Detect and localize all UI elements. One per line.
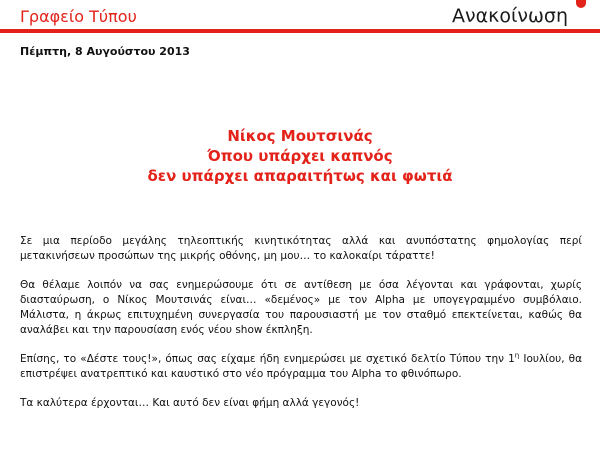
paragraph-4: Τα καλύτερα έρχονται… Και αυτό δεν είναι φήμη αλλά γεγονός! bbox=[20, 397, 360, 409]
article-body bbox=[20, 234, 582, 425]
logo-mark bbox=[576, 0, 586, 8]
paragraph-2: Θα θέλαμε λοιπόν να σας ενημερώσουμε ότι σε αντίθεση με όσα λέγονται και γράφονται, χωρίς διασταύρωση, ο Νίκος Μουτσινάς είναι… «δεμένος» με τον Alpha με υπογεγραμμένο συμβόλαιο. Μάλιστα, η άκρως επιτυχημένη συνεργασία του παρουσιαστή με τον σταθμό επεκτείνεται, καθώς θα αναλάβει και την παρουσίαση ενός νέου show έκπληξη. bbox=[20, 279, 582, 336]
press-office-label: Γραφείο Τύπου bbox=[20, 7, 137, 26]
ordinal-suffix: η bbox=[514, 351, 520, 360]
announcement-label: Ανακοίνωση bbox=[452, 5, 568, 27]
header-divider bbox=[0, 29, 600, 33]
headline-line-2: Όπου υπάρχει καπνός bbox=[207, 147, 393, 165]
paragraph-3-start: Επίσης, το «Δέστε τους!», όπως σας είχαμε ήδη ενημερώσει με σχετικό δελτίο Τύπου την 1 bbox=[20, 353, 515, 365]
headline-line-3: δεν υπάρχει απαραιτήτως και φωτιά bbox=[147, 167, 453, 185]
paragraph-3-end: Ιουλίου, θα επιστρέψει ανατρεπτικό και καυστικό στο νέο πρόγραμμα του Alpha το φθινόπωρο. bbox=[20, 353, 582, 380]
headline-line-1: Νίκος Μουτσινάς bbox=[227, 127, 373, 145]
paragraph-3 bbox=[20, 352, 582, 382]
paragraph-1: Σε μια περίοδο μεγάλης τηλεοπτικής κινητικότητας αλλά και ανυπόστατης φημολογίας περί μετακινήσεων προσώπων της μικρής οθόνης, μη μου… το καλοκαίρι τάραττε! bbox=[20, 235, 582, 262]
release-date: Πέμπτη, 8 Αυγούστου 2013 bbox=[20, 45, 190, 58]
headline bbox=[0, 126, 600, 186]
